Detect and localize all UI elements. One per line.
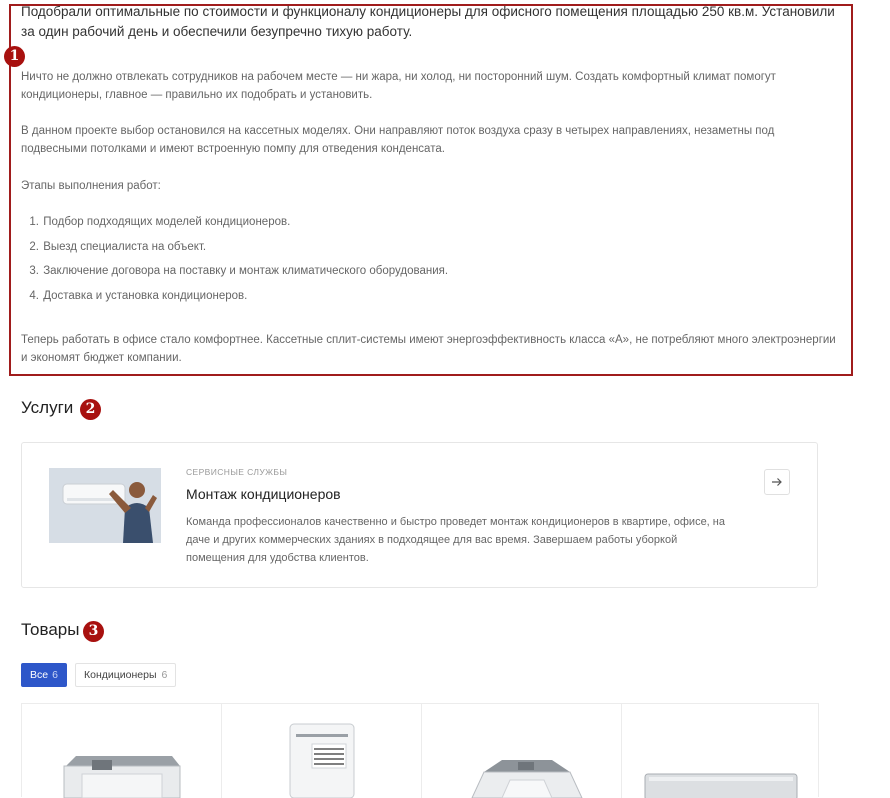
service-image[interactable] <box>49 468 161 543</box>
service-description: Команда профессионалов качественно и быстро проведет монтаж кондиционеров в квартире, офисе, на даче и других коммерческих зданиях в подходящее для вас время. Завершаем работы уборкой помещения для удобства клиентов. <box>186 516 725 564</box>
steps-title: Этапы выполнения работ: <box>21 180 161 192</box>
services-title: Услуги <box>21 398 74 417</box>
service-name-link[interactable]: Монтаж кондиционеров <box>186 486 341 502</box>
product-image[interactable] <box>621 704 820 798</box>
list-item: 3. Заключение договора на поставку и монтаж климатического оборудования. <box>29 265 449 277</box>
marker-badge-2: 2 <box>80 399 101 420</box>
filter-all-button[interactable]: Все 6 <box>21 663 67 687</box>
products-title: Товары <box>21 620 80 639</box>
products-grid <box>21 703 819 797</box>
product-card[interactable] <box>621 704 821 798</box>
article-lead: Подобрали оптимальные по стоимости и функционалу кондиционеры для офисного помещения площадью 250 кв.м. Установили за один рабочий день и обеспечили безупречно тихую работу. <box>21 4 835 39</box>
arrow-right-button[interactable] <box>764 469 790 495</box>
product-card[interactable] <box>22 704 222 798</box>
filter-conditioners-button[interactable]: Кондиционеры 6 <box>75 663 176 687</box>
marker-badge-1: 1 <box>4 46 25 67</box>
list-item: 2. Выезд специалиста на объект. <box>29 240 207 253</box>
list-item: 4. Доставка и установка кондиционеров. <box>29 289 248 302</box>
service-card[interactable] <box>21 442 818 588</box>
article-paragraph-1: Ничто не должно отвлекать сотрудников на рабочем месте — ни жара, ни холод, ни посторонний шум. Создать комфортный климат помогут кондиционеры, главное — правильно их подобрать и установить. <box>21 71 776 101</box>
marker-badge-3: 3 <box>83 621 104 642</box>
article-paragraph-2: В данном проекте выбор остановился на кассетных моделях. Они направляют поток воздуха сразу в четырех направлениях, незаметны под подвесными потолками и имеют встроенную помпу для отведения конденсата. <box>21 125 775 155</box>
service-category: СЕРВИСНЫЕ СЛУЖБЫ <box>186 467 288 477</box>
product-card[interactable] <box>222 704 422 798</box>
article-closing: Теперь работать в офисе стало комфортнее. Кассетные сплит-системы имеют энергоэффективность класса «А», не потребляют много электроэнергии и экономят бюджет компании. <box>21 334 836 364</box>
product-image[interactable] <box>22 704 222 798</box>
product-image[interactable] <box>222 704 422 798</box>
list-item: 1. Подбор подходящих моделей кондиционеров. <box>29 216 291 228</box>
steps-list <box>21 213 448 311</box>
product-card[interactable] <box>422 704 622 798</box>
arrow-right-icon <box>771 477 783 487</box>
product-image[interactable] <box>422 704 622 798</box>
